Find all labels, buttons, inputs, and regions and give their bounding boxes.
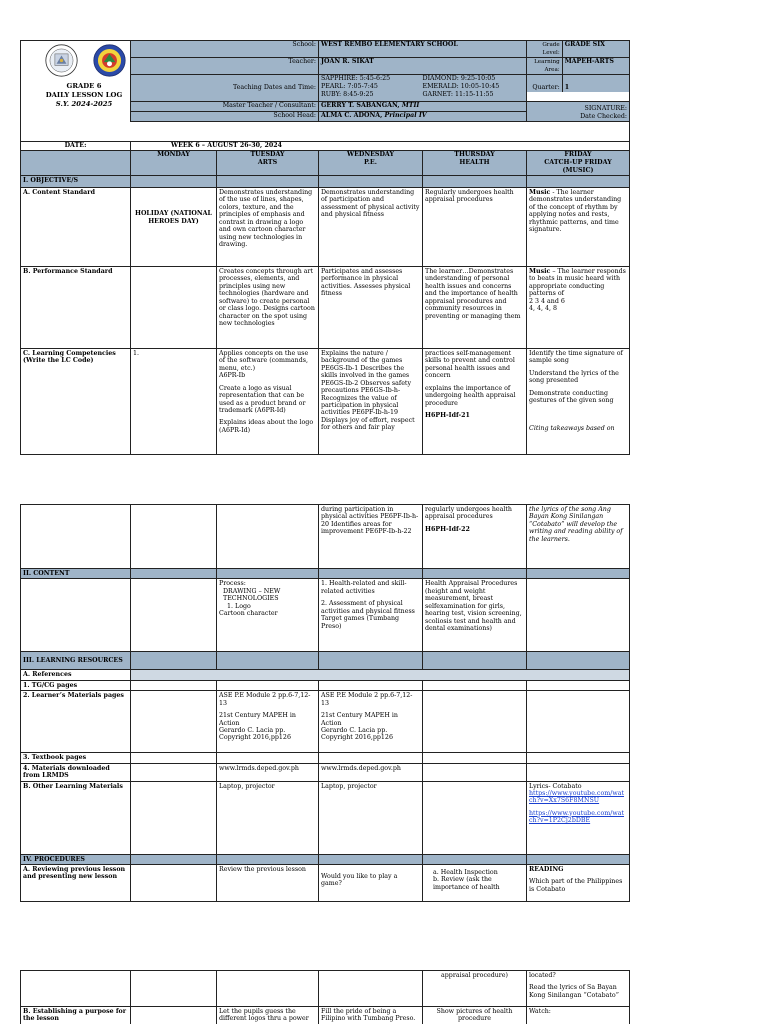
conducting-pattern-top: 2 3 4 and 6 [529, 297, 565, 305]
competency-arts-1: Applies concepts on the use of the software (commands, menu, etc.) [219, 350, 309, 372]
lrmds-label: 4. Materials downloaded from LRMDS [21, 763, 131, 781]
competency-health-1: practices self-management skills to prevent and control personal health issues and concern [425, 350, 515, 380]
reviewing-label: A. Reviewing previous lesson and presenting new lesson [21, 864, 131, 901]
content-health: Health Appraisal Procedures (height and weight measurement, breast selfexamination for girls, hearing test, vision screening, scoliosis test and health and dental examinations) [423, 579, 527, 652]
youtube-link-1[interactable]: https://www.youtube.com/watch?v=Xx7S6F8MNSU [529, 789, 625, 805]
competency-health-cont-1: regularly undergoes health appraisal procedures [425, 506, 512, 521]
school-head-title: Principal IV [384, 112, 427, 119]
reading-label: READING [529, 865, 564, 873]
references-label: A. References [21, 670, 131, 680]
date-checked-label: Date Checked: [580, 113, 628, 120]
procedures-title: IV. PROCEDURES [21, 854, 131, 864]
learning-area-label: Learning Area: [527, 58, 563, 74]
content-arts [217, 579, 319, 652]
located-text: located? [529, 972, 556, 979]
day-monday: MONDAY [131, 151, 217, 176]
time-diamond: DIAMOND: 9:25-10:05 [422, 75, 496, 82]
day-thursday [423, 151, 527, 176]
reviewing-pe: Would you like to play a game? [319, 864, 423, 901]
other-materials-music [527, 781, 630, 854]
thursday-label: THURSDAY [454, 151, 495, 158]
performance-standard-arts: Creates concepts through art processes, elements, and principles using new technologies (hardware and software) to create personal or class logo. Designs cartoon character on the spot using new technologies [217, 267, 319, 349]
competency-music-2: Understand the lyrics of the song presented [529, 369, 619, 385]
day-friday [527, 151, 630, 176]
competencies-monday: 1. [131, 349, 217, 455]
week-value: WEEK 6 – AUGUST 26-30, 2024 [131, 142, 630, 151]
grade-title: GRADE 6 [66, 82, 102, 90]
content-arts-cartoon: Cartoon character [219, 610, 278, 618]
music-lyrics-label: Lyrics- Cotabato [529, 782, 582, 790]
competency-health-code: H6PH-Idf-21 [425, 411, 470, 419]
purpose-music: Watch: [527, 1007, 630, 1024]
school-head-label: School Head: [131, 112, 319, 122]
competencies-label: C. Learning Competencies (Write the LC Code) [21, 349, 131, 455]
content-standard-pe: Demonstrates understanding of participation and assessment of physical activity and physical fitness [319, 188, 423, 267]
dates-label: Teaching Dates and Time: [131, 75, 319, 102]
lesson-log-table-page2 [20, 504, 630, 902]
lm-arts-author: Gerardo C. Lacia pp. Copyright 2016,pp126 [219, 726, 291, 742]
purpose-health: Show pictures of health procedure [423, 1007, 527, 1024]
other-materials-arts: Laptop, projector [217, 781, 319, 854]
textbook-pages-label: 3. Textbook pages [21, 753, 131, 763]
learners-materials-arts [217, 691, 319, 753]
competency-health-cont-code: H6PH-Idf-22 [425, 525, 470, 533]
reviewing-health [423, 864, 527, 901]
signature-cell [527, 102, 630, 122]
performance-standard-health: The learner…Demonstrates understanding of personal health issues and concerns and the importance of health appraisal procedures and community resources in preventing or managing them [423, 267, 527, 349]
competency-music-1: Identify the time signature of sample song [529, 350, 623, 365]
content-arts-topic: DRAWING – NEW TECHNOLOGIES [223, 587, 281, 603]
time-pearl: PEARL: 7:05-7:45 [321, 83, 378, 90]
content-arts-process: Process: [219, 580, 246, 588]
wednesday-label: WEDNESDAY [347, 151, 394, 158]
performance-standard-music [527, 267, 630, 349]
reviewing-music-cont [527, 971, 630, 1007]
master-teacher-value: GERRY T. SABANGAN, [321, 102, 400, 109]
grade-level-cell [527, 41, 630, 58]
lrmds-pe: www.lrmds.deped.gov.ph [319, 763, 423, 781]
learning-area-cell [527, 58, 630, 75]
lesson-log-table-page1 [20, 40, 630, 455]
resources-title: III. LEARNING RESOURCES [21, 652, 131, 670]
lesson-log-table-page3 [20, 970, 630, 1024]
school-head-cell [319, 112, 527, 122]
learners-materials-pe [319, 691, 423, 753]
master-teacher-label: Master Teacher / Consultant: [131, 102, 319, 112]
log-title: DAILY LESSON LOG [45, 91, 123, 99]
friday-subject: CATCH-UP FRIDAY (MUSIC) [544, 159, 612, 174]
competency-arts-2: Create a logo as visual representation that can be used as a product brand or trademark (A6PR-Id) [219, 384, 306, 414]
day-tuesday [217, 151, 319, 176]
quarter-cell [527, 75, 630, 102]
competency-music-3: Demonstrate conducting gestures of the given song [529, 389, 614, 405]
content-pe-1: 1. Health-related and skill-related activities [321, 580, 407, 595]
music-label: Music [529, 268, 551, 275]
purpose-label: B. Establishing a purpose for the lesson [21, 1007, 131, 1024]
content-arts-logo: 1. Logo [227, 602, 251, 610]
purpose-arts: Let the pupils guess the different logos thru a power [217, 1007, 319, 1024]
signature-label: SIGNATURE: [584, 105, 628, 112]
competency-music-4: Citing takeaways based on [529, 424, 615, 432]
health-review: b. Review (ask the importance of health [433, 876, 500, 891]
performance-standard-pe: Participates and assesses performance in physical activities. Assesses physical fitness [319, 267, 423, 349]
purpose-pe: Fill the pride of being a Filipino with Tumbang Preso. [319, 1007, 423, 1024]
music-label: Music [529, 189, 551, 196]
reading-question: Which part of the Philippines is Cotabato [529, 878, 623, 893]
school-value: WEST REMBO ELEMENTARY SCHOOL [319, 41, 527, 58]
content-standard-music-text: - The learner demonstrates understanding of the concept of rhythm by applying notes and rests, rhythmic patterns, and time signature. [529, 189, 622, 234]
content-pe-2: 2. Assessment of physical activities and physical fitness Target games (Tumbang Preso) [321, 600, 415, 630]
competencies-arts [217, 349, 319, 455]
time-ruby: RUBY: 8:45-9:25 [321, 91, 374, 98]
reviewing-music [527, 864, 630, 901]
other-materials-pe: Laptop, projector [319, 781, 423, 854]
content-title: II. CONTENT [21, 569, 131, 579]
content-standard-music [527, 188, 630, 267]
youtube-link-2[interactable]: https://www.youtube.com/watch?v=1P2Cj2bDBE [529, 809, 625, 825]
grade-level-label: Grade Level: [527, 41, 563, 57]
content-standard-label: A. Content Standard [21, 188, 131, 267]
time-sapphire: SAPPHIRE: 5:45-6:25 [321, 75, 391, 82]
read-lyrics-text: Read the lyrics of Sa Bayan Kong Sinilangan “Cotabato” [529, 984, 619, 999]
competencies-pe-cont: during participation in physical activities PE6PF-Ib-h-20 Identifies areas for improvement PE6PF-Ib-h-22 [319, 505, 423, 569]
reviewing-health-cont: appraisal procedure) [423, 971, 527, 1007]
lm-pe-book: 21st Century MAPEH in Action [321, 712, 398, 727]
content-standard-arts: Demonstrates understanding of the use of lines, shapes, colors, texture, and the principles of emphasis and contrast in drawing a logo and own cartoon character using new technologies in drawing. [217, 188, 319, 267]
competency-arts-3: Explains ideas about the logo (A6PR-Id) [219, 419, 314, 434]
competencies-music-cont: the lyrics of the song Ang Bayan Kong Sinilangan “Cotabato” will develop the writing and reading ability of the learners. [527, 505, 630, 569]
conducting-pattern-bottom: 4, 4, 4, 8 [529, 305, 558, 313]
competencies-music [527, 349, 630, 455]
lrmds-arts: www.lrmds.deped.gov.ph [217, 763, 319, 781]
time-emerald: EMERALD: 10:05-10:45 [422, 83, 500, 90]
teacher-label: Teacher: [131, 58, 319, 75]
teacher-value: JOAN R. SIKAT [319, 58, 527, 75]
schedule-cell [319, 75, 527, 102]
objectives-title: I. OBJECTIVE/S [21, 176, 131, 188]
competency-health-2: explains the importance of undergoing health appraisal procedure [425, 384, 516, 407]
school-head-value: ALMA C. ADONA, [321, 112, 383, 119]
monday-holiday: HOLIDAY (NATIONAL HEROES DAY) [131, 188, 217, 267]
content-pe [319, 579, 423, 652]
competencies-pe: Explains the nature / background of the games PE6GS-Ib-1 Describes the skills involved in the games PE6GS-Ib-2 Observes safety precautions PE6GS-Ib-h- Recognizes the value of participation in physical activities PE6PF-Ib-h-19 Displays joy of effort, respect for others and fair play [319, 349, 423, 455]
content-standard-health: Regularly undergoes health appraisal procedures [423, 188, 527, 267]
date-label: DATE: [21, 142, 131, 151]
learners-materials-label: 2. Learner’s Materials pages [21, 691, 131, 753]
school-label: School: [131, 41, 319, 58]
health-inspection: a. Health Inspection [433, 868, 498, 876]
school-year: S.Y. 2024-2025 [55, 100, 113, 108]
tuesday-label: TUESDAY [250, 151, 285, 158]
lm-arts-book: 21st Century MAPEH in Action [219, 712, 296, 727]
grade-level-value: GRADE SIX [563, 41, 629, 57]
performance-standard-music-text: – The learner responds to beats in music heard with appropriate conducting patterns of [529, 268, 626, 298]
master-teacher-cell [319, 102, 527, 112]
time-garnet: GARNET: 11:15-11:55 [422, 91, 494, 98]
tuesday-subject: ARTS [257, 159, 278, 166]
friday-label: FRIDAY [564, 151, 592, 158]
competencies-health-cont [423, 505, 527, 569]
performance-standard-label: B. Performance Standard [21, 267, 131, 349]
learning-area-value: MAPEH-ARTS [563, 58, 629, 74]
tg-pages-label: 1. TG/CG pages [21, 680, 131, 690]
lm-pe-author: Gerardo C. Lacia pp. Copyright 2016,pp126 [321, 726, 393, 742]
wednesday-subject: P.E. [364, 159, 377, 166]
day-wednesday [319, 151, 423, 176]
competency-arts-code: A6PR-Ib [219, 372, 246, 380]
thursday-subject: HEALTH [459, 159, 490, 166]
quarter-label: Quarter: [527, 75, 563, 92]
lm-arts-module: ASE P.E Module 2 pp.6-7,12-13 [219, 692, 311, 707]
reviewing-arts: Review the previous lesson [217, 864, 319, 901]
lm-pe-module: ASE P.E Module 2 pp.6-7,12-13 [321, 692, 413, 707]
quarter-value: 1 [563, 75, 629, 92]
master-teacher-title: MTII [401, 102, 420, 109]
other-materials-label: B. Other Learning Materials [21, 781, 131, 854]
competencies-health [423, 349, 527, 455]
